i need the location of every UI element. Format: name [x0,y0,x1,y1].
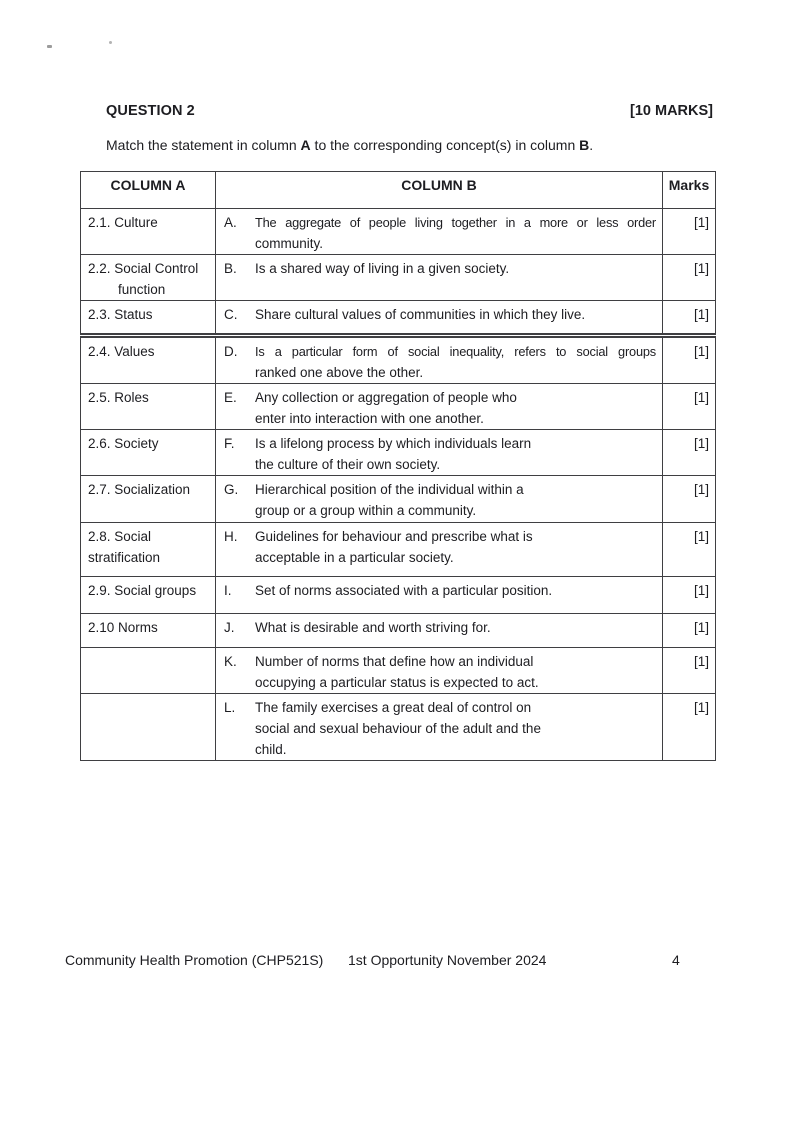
text-line: acceptable in a particular society. [255,550,454,565]
table-row [81,301,716,336]
scan-artifact [47,45,52,48]
option-letter: L. [224,700,236,715]
text-line: Number of norms that define how an individual [255,654,534,669]
text-line: 2.4. Values [88,344,155,359]
question-title: QUESTION 2 [106,103,195,119]
column-a-cell [81,523,216,577]
column-a-cell [81,336,216,384]
column-a-cell [81,694,216,761]
table-row [81,614,716,648]
text-line: the culture of their own society. [255,457,441,472]
column-b-cell [216,336,663,384]
text-line: enter into interaction with one another. [255,411,484,426]
column-b-cell [216,648,663,694]
column-b-cell [216,694,663,761]
footer-session: 1st Opportunity November 2024 [348,952,547,968]
option-text [255,387,656,429]
option-letter: E. [224,390,237,405]
marks-cell: [1] [663,694,716,761]
text-line: 2.10 Norms [88,620,158,635]
table-row [81,336,716,384]
column-a-cell [81,255,216,301]
column-a-cell [81,430,216,476]
table-row [81,694,716,761]
text-line: Set of norms associated with a particular position. [255,583,553,598]
marks-cell: [1] [663,384,716,430]
option-text [255,526,656,568]
option-text [255,341,656,383]
marks-cell: [1] [663,476,716,523]
column-a-cell [81,301,216,336]
text-line: Is a lifelong process by which individuals learn [255,436,532,451]
column-a-cell [81,384,216,430]
text-line: What is desirable and worth striving for. [255,620,491,635]
option-letter: K. [224,654,237,669]
marks-cell: [1] [663,336,716,384]
option-text [255,617,656,638]
text-line: 2.5. Roles [88,390,149,405]
column-a-cell [81,614,216,648]
scan-artifact [109,41,112,44]
option-text [255,212,656,254]
column-a-header: COLUMN A [81,172,216,209]
option-letter: G. [224,482,239,497]
option-text [255,580,656,601]
option-letter: C. [224,307,238,322]
column-b-header: COLUMN B [216,172,663,209]
instruction-text [106,137,593,153]
column-a-cell [81,577,216,614]
text-line: 2.6. Society [88,436,159,451]
table-row [81,255,716,301]
option-letter: F. [224,436,235,451]
instruction-segment: . [589,137,594,153]
text-line: group or a group within a community. [255,503,477,518]
text-line: 2.2. Social Control [88,261,199,276]
text-line: Share cultural values of communities in which they live. [255,307,586,322]
instruction-segment: Match the statement in column [106,137,301,153]
column-a-cell [81,476,216,523]
text-line: 2.3. Status [88,307,153,322]
table-header-row [81,172,716,209]
marks-cell: [1] [663,648,716,694]
column-a-cell [81,648,216,694]
column-a-cell [81,209,216,255]
option-text [255,479,656,521]
matching-table [80,171,716,761]
table-row [81,523,716,577]
column-b-cell [216,301,663,336]
text-line: 2.8. Social [88,529,152,544]
text-line: 2.7. Socialization [88,482,191,497]
table-row [81,209,716,255]
question-marks-total: [10 MARKS] [630,103,713,119]
option-letter: A. [224,215,237,230]
text-line: Guidelines for behaviour and prescribe what is [255,529,533,544]
option-text [255,651,656,693]
column-b-cell [216,255,663,301]
text-line: function [118,282,166,297]
text-line: Any collection or aggregation of people who [255,390,517,405]
instruction-bold-segment: B [579,137,590,153]
option-letter: B. [224,261,237,276]
text-line: occupying a particular status is expected to act. [255,675,539,690]
column-b-cell [216,577,663,614]
instruction-bold-segment: A [300,137,311,153]
text-line: social and sexual behaviour of the adult and the [255,721,541,736]
option-text [255,697,656,760]
marks-cell: [1] [663,209,716,255]
column-b-cell [216,476,663,523]
text-line: child. [255,742,287,757]
text-line: stratification [88,550,161,565]
text-line: The family exercises a great deal of control on [255,700,532,715]
column-b-cell [216,614,663,648]
marks-cell: [1] [663,301,716,336]
instruction-segment: to the corresponding concept(s) in column [310,137,580,153]
table-row [81,430,716,476]
option-letter: J. [224,620,235,635]
column-b-cell [216,209,663,255]
marks-cell: [1] [663,577,716,614]
footer-page-number: 4 [672,952,680,968]
text-line: Hierarchical position of the individual within a [255,482,524,497]
footer-course: Community Health Promotion (CHP521S) [65,952,324,968]
text-line: ranked one above the other. [255,365,424,380]
option-text [255,304,656,325]
table-row [81,384,716,430]
marks-cell: [1] [663,430,716,476]
text-line: Is a shared way of living in a given society. [255,261,510,276]
table-row [81,648,716,694]
text-line: 2.1. Culture [88,215,158,230]
marks-cell: [1] [663,255,716,301]
table-row [81,577,716,614]
text-line: The aggregate of people living together in a more or less order [255,215,656,230]
marks-cell: [1] [663,614,716,648]
option-letter: H. [224,529,238,544]
marks-cell: [1] [663,523,716,577]
table-row [81,476,716,523]
column-b-cell [216,523,663,577]
option-text [255,258,656,279]
option-letter: I. [224,583,232,598]
text-line: Is a particular form of social inequality, refers to social groups [255,344,656,359]
column-b-cell [216,384,663,430]
text-line: community. [255,236,324,251]
text-line: 2.9. Social groups [88,583,197,598]
column-b-cell [216,430,663,476]
option-text [255,433,656,475]
marks-header: Marks [663,172,716,209]
option-letter: D. [224,344,238,359]
